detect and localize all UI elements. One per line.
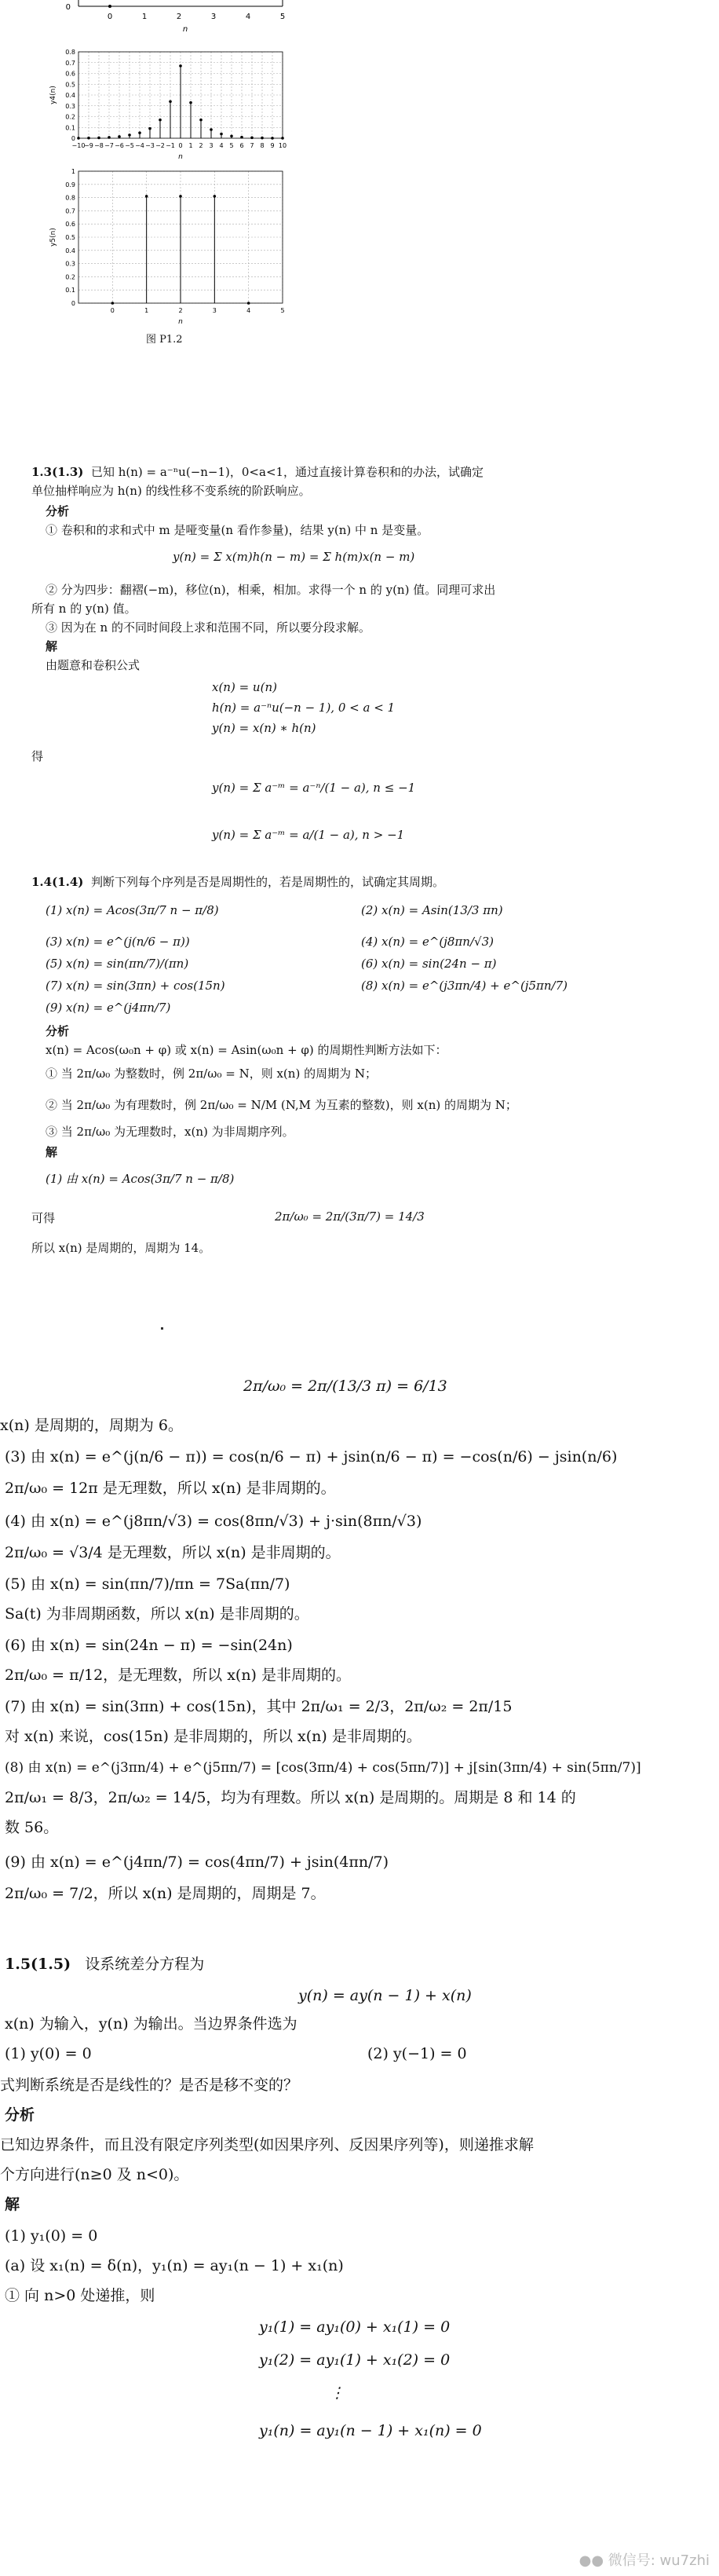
solution-line: (6) 由 x(n) = sin(24n − π) = −sin(24n)	[5, 1637, 293, 1654]
stem-point	[148, 127, 151, 130]
analysis-point: ② 分为四步：翻褶(−m)，移位(n)，相乘，相加。求得一个 n 的 y(n) 值。同理可求出	[46, 583, 496, 597]
ytick-label: 0.2	[65, 113, 75, 121]
solution-line: (1) 由 x(n) = Acos(3π/7 n − π/8)	[46, 1172, 235, 1186]
stem-point	[214, 195, 217, 198]
sequence-item: (5) x(n) = sin(πn/7)/(πn)	[46, 957, 189, 971]
statement-line: 单位抽样响应为 h(n) 的线性移不变系统的阶跃响应。	[31, 484, 311, 498]
section-title: 1.4(1.4)	[31, 875, 84, 889]
solution-line: 2π/ω₀ = 12π 是无理数，所以 x(n) 是非周期的。	[5, 1480, 336, 1497]
ytick-label: 0.1	[65, 124, 75, 132]
ytick-label: 0.8	[65, 49, 75, 56]
ylabel: y5(n)	[49, 228, 57, 247]
solution-line: (8) 由 x(n) = e^(j3πn/4) + e^(j5πn/7) = [cos(3πn/4) + cos(5πn/7)] + j[sin(3πn/4) + sin(5πn/7)]	[5, 1760, 641, 1776]
solution-heading: 解	[5, 2196, 20, 2213]
analysis-point: ① 当 2π/ω₀ 为整数时，例 2π/ω₀ = N，则 x(n) 的周期为 N；	[46, 1067, 377, 1081]
stem-point	[240, 136, 243, 139]
stem-point	[108, 136, 111, 139]
xtick-label: 8	[260, 142, 265, 149]
ytick-label: 0.3	[65, 102, 75, 110]
stem-point	[230, 134, 233, 137]
ytick-label: 0	[71, 300, 75, 307]
y5-plot	[47, 165, 298, 330]
xlabel: n	[178, 318, 183, 326]
statement-line: 判断下列每个序列是否是周期性的，若是周期性的，试确定其周期。	[90, 875, 444, 889]
stem-point	[159, 119, 162, 122]
stem-point	[87, 137, 90, 140]
section-title: 1.3(1.3)	[31, 465, 84, 479]
ytick-label: 0.9	[65, 181, 75, 188]
ytick-label: 0.4	[65, 247, 75, 254]
analysis-point: ③ 因为在 n 的不同时间段上求和范围不同，所以要分段求解。	[46, 620, 370, 635]
stem-point	[220, 133, 223, 136]
stem-point	[281, 137, 284, 140]
stem-point	[108, 5, 111, 8]
conclusion-line: x(n) 是周期的，周期为 6。	[0, 1417, 183, 1434]
analysis-point: 所有 n 的 y(n) 值。	[31, 602, 137, 616]
stem-point	[247, 302, 250, 305]
xtick-label: −7	[104, 142, 114, 149]
solution-line: (1) y₁(0) = 0	[5, 2227, 98, 2245]
analysis-heading: 分析	[46, 504, 70, 518]
boundary-condition: (2) y(−1) = 0	[367, 2045, 467, 2062]
analysis-text: x(n) = Acos(ω₀n + φ) 或 x(n) = Asin(ω₀n + φ) 的周期性判断方法如下：	[46, 1043, 447, 1057]
difference-equation: y(n) = ay(n − 1) + x(n)	[298, 1987, 472, 2004]
ytick-label: 0.8	[65, 194, 75, 202]
analysis-point: ① 卷积和的求和式中 m 是哑变量(n 看作参量)，结果 y(n) 中 n 是变量。	[46, 523, 429, 537]
xtick-label: 2	[178, 307, 183, 314]
stem-point	[128, 134, 131, 137]
solution-line: (7) 由 x(n) = sin(3πn) + cos(15n)，其中 2π/ω₁ = 2/3，2π/ω₂ = 2π/15	[5, 1698, 513, 1715]
solution-line: (a) 设 x₁(n) = δ(n)，y₁(n) = ay₁(n − 1) + x₁(n)	[5, 2257, 344, 2274]
xtick-label: 4	[246, 307, 251, 314]
xtick-label: 5	[229, 142, 234, 149]
xtick-label: 5	[279, 13, 286, 21]
stem-point	[199, 119, 203, 122]
xtick-label: 2	[176, 13, 182, 21]
xtick-label: −5	[125, 142, 134, 149]
analysis-point: ② 当 2π/ω₀ 为有理数时，例 2π/ω₀ = N/M (N,M 为互素的整数)，则 x(n) 的周期为 N；	[46, 1098, 517, 1112]
solution-line: 2π/ω₀ = √3/4 是无理数，所以 x(n) 是非周期的。	[5, 1544, 341, 1561]
ytick-label: 0.6	[65, 70, 75, 78]
xtick-label: 10	[278, 142, 287, 149]
xtick-label: 3	[210, 13, 217, 21]
convolution-formula: y(n) = Σ x(m)h(n − m) = Σ h(m)x(n − m)	[173, 550, 415, 564]
solution-text: 可得	[31, 1211, 56, 1225]
figure-caption: 图 P1.2	[146, 334, 183, 346]
recursion-line: y₁(n) = ay₁(n − 1) + x₁(n) = 0	[259, 2422, 482, 2439]
statement-line: 式判断系统是否是线性的？是否是移不变的？	[0, 2077, 299, 2094]
xtick-label: 0	[178, 142, 183, 149]
analysis-heading: 分析	[46, 1024, 70, 1038]
result-equation: y(n) = Σ a⁻ᵐ = a/(1 − a), n > −1	[212, 828, 405, 842]
solution-text: 所以 x(n) 是周期的，周期为 14。	[31, 1241, 211, 1255]
section-title: 1.5(1.5)	[5, 1956, 71, 1973]
solution-line: (4) 由 x(n) = e^(j8πn/√3) = cos(8πn/√3) + j·sin(8πn/√3)	[5, 1513, 422, 1530]
analysis-point: ③ 当 2π/ω₀ 为无理数时，x(n) 为非周期序列。	[46, 1125, 294, 1139]
ytick-label: 0.1	[65, 287, 75, 295]
ellipsis: ⋮	[330, 2384, 345, 2402]
solution-heading: 解	[46, 639, 58, 653]
stem-point	[179, 195, 182, 198]
sequence-item: (2) x(n) = Asin(13/3 πn)	[361, 903, 503, 917]
xtick-label: 1	[188, 142, 193, 149]
sequence-item: (1) x(n) = Acos(3π/7 n − π/8)	[46, 903, 219, 917]
xtick-label: −4	[135, 142, 144, 149]
ytick-label: 0.5	[65, 81, 75, 89]
xtick-label: 6	[239, 142, 244, 149]
solution-line: ① 向 n>0 处递推，则	[5, 2287, 155, 2304]
xtick-label: −9	[84, 142, 93, 149]
xtick-label: 3	[212, 307, 217, 314]
sequence-item: (9) x(n) = e^(j4πn/7)	[46, 1001, 171, 1015]
boundary-condition: (1) y(0) = 0	[5, 2045, 92, 2062]
plot-top-partial	[47, 0, 298, 47]
solution-line: (9) 由 x(n) = e^(j4πn/7) = cos(4πn/7) + jsin(4πn/7)	[5, 1853, 389, 1871]
xtick-label: 3	[209, 142, 214, 149]
xtick-label: −3	[145, 142, 155, 149]
xtick-label: 4	[219, 142, 224, 149]
solution-line: 2π/ω₀ = π/12，是无理数，所以 x(n) 是非周期的。	[5, 1667, 352, 1684]
sequence-item: (4) x(n) = e^(j8πn/√3)	[361, 935, 494, 949]
xtick-label: 0	[110, 307, 115, 314]
solution-line: 对 x(n) 来说，cos(15n) 是非周期的，所以 x(n) 是非周期的。	[5, 1728, 422, 1745]
ytick-label: 0.2	[65, 273, 75, 281]
solution-text: 得	[31, 749, 44, 763]
result-equation: y(n) = Σ a⁻ᵐ = a⁻ⁿ/(1 − a), n ≤ −1	[212, 781, 416, 795]
stem-point	[250, 137, 254, 140]
statement-line: x(n) 为输入，y(n) 为输出。当边界条件选为	[5, 2015, 297, 2033]
stem-point	[138, 131, 141, 134]
stem-point	[77, 137, 80, 140]
solution-line: 数 56。	[5, 1819, 59, 1836]
ytick-label: 0.5	[65, 234, 75, 241]
equation: h(n) = a⁻ⁿu(−n − 1), 0 < a < 1	[212, 701, 396, 715]
ytick-label: 0.3	[65, 260, 75, 268]
xlabel: n	[182, 25, 188, 34]
stem-point	[189, 101, 192, 104]
ytick-label: 0.7	[65, 207, 75, 215]
xtick-label: −10	[71, 142, 86, 149]
wechat-icon: ●●	[578, 2552, 604, 2569]
recursion-line: y₁(1) = ay₁(0) + x₁(1) = 0	[259, 2318, 451, 2336]
stem-point	[210, 128, 213, 131]
sequence-item: (3) x(n) = e^(j(n/6 − π))	[46, 935, 190, 949]
period-equation: 2π/ω₀ = 2π/(13/3 π) = 6/13	[243, 1378, 447, 1395]
watermark-text: 微信号: wu7zhi	[608, 2552, 710, 2569]
solution-line: 2π/ω₁ = 8/3，2π/ω₂ = 14/5，均为有理数。所以 x(n) 是周期的。周期是 8 和 14 的	[5, 1789, 576, 1806]
sequence-item: (7) x(n) = sin(3πn) + cos(15n)	[46, 979, 225, 993]
stem-point	[111, 302, 115, 305]
xlabel: n	[178, 153, 183, 161]
xtick-label: 2	[199, 142, 203, 149]
analysis-text: 已知边界条件，而且没有限定序列类型(如因果序列、反因果序列等)，则递推求解	[0, 2136, 534, 2153]
period-equation: 2π/ω₀ = 2π/(3π/7) = 14/3	[275, 1209, 425, 1224]
sequence-item: (6) x(n) = sin(24n − π)	[361, 957, 497, 971]
xtick-label: 5	[280, 307, 285, 314]
solution-text: 由题意和卷积公式	[46, 658, 141, 672]
solution-heading: 解	[46, 1145, 58, 1159]
solution-line: 2π/ω₀ = 7/2，所以 x(n) 是周期的，周期是 7。	[5, 1885, 326, 1902]
ytick-label: 0	[65, 3, 71, 12]
stem-point	[97, 137, 100, 140]
statement-line: 设系统差分方程为	[85, 1956, 205, 1973]
xtick-label: −8	[94, 142, 104, 149]
stem-point	[145, 195, 148, 198]
watermark	[579, 2549, 710, 2570]
xtick-label: 0	[107, 13, 113, 21]
stem-point	[179, 64, 182, 68]
equation: x(n) = u(n)	[212, 680, 277, 694]
xtick-label: 7	[250, 142, 254, 149]
stem-point	[261, 137, 264, 140]
ytick-label: 0	[71, 135, 75, 142]
xtick-label: −2	[155, 142, 165, 149]
solution-line: (3) 由 x(n) = e^(j(n/6 − π)) = cos(n/6 − π) + jsin(n/6 − π) = −cos(n/6) − jsin(n/6)	[5, 1448, 618, 1465]
xtick-label: 9	[270, 142, 275, 149]
ytick-label: 1	[71, 168, 75, 175]
stem-point	[118, 135, 121, 138]
recursion-line: y₁(2) = ay₁(1) + x₁(2) = 0	[259, 2351, 451, 2369]
ytick-label: 0.4	[65, 92, 75, 99]
stem-point	[271, 137, 274, 140]
xtick-label: 4	[245, 13, 251, 21]
ytick-label: 0.7	[65, 59, 75, 67]
xtick-label: 1	[141, 13, 148, 21]
xtick-label: −6	[115, 142, 124, 149]
stem-point	[169, 100, 172, 103]
ylabel: y4(n)	[49, 86, 57, 104]
page-break-mark	[161, 1327, 163, 1330]
equation: y(n) = x(n) ∗ h(n)	[212, 721, 316, 735]
solution-line: Sa(t) 为非周期函数，所以 x(n) 是非周期的。	[5, 1605, 309, 1623]
analysis-heading: 分析	[5, 2106, 35, 2124]
solution-line: (5) 由 x(n) = sin(πn/7)/πn = 7Sa(πn/7)	[5, 1575, 290, 1593]
xtick-label: 1	[144, 307, 149, 314]
y4-plot	[47, 46, 298, 163]
statement-line: 已知 h(n) = a⁻ⁿu(−n−1)，0<a<1，通过直接计算卷积和的办法，试确定	[90, 465, 484, 479]
xtick-label: −1	[166, 142, 175, 149]
analysis-text: 个方向进行(n≥0 及 n<0)。	[0, 2166, 189, 2183]
sequence-item: (8) x(n) = e^(j3πn/4) + e^(j5πn/7)	[361, 979, 568, 993]
ytick-label: 0.6	[65, 221, 75, 229]
